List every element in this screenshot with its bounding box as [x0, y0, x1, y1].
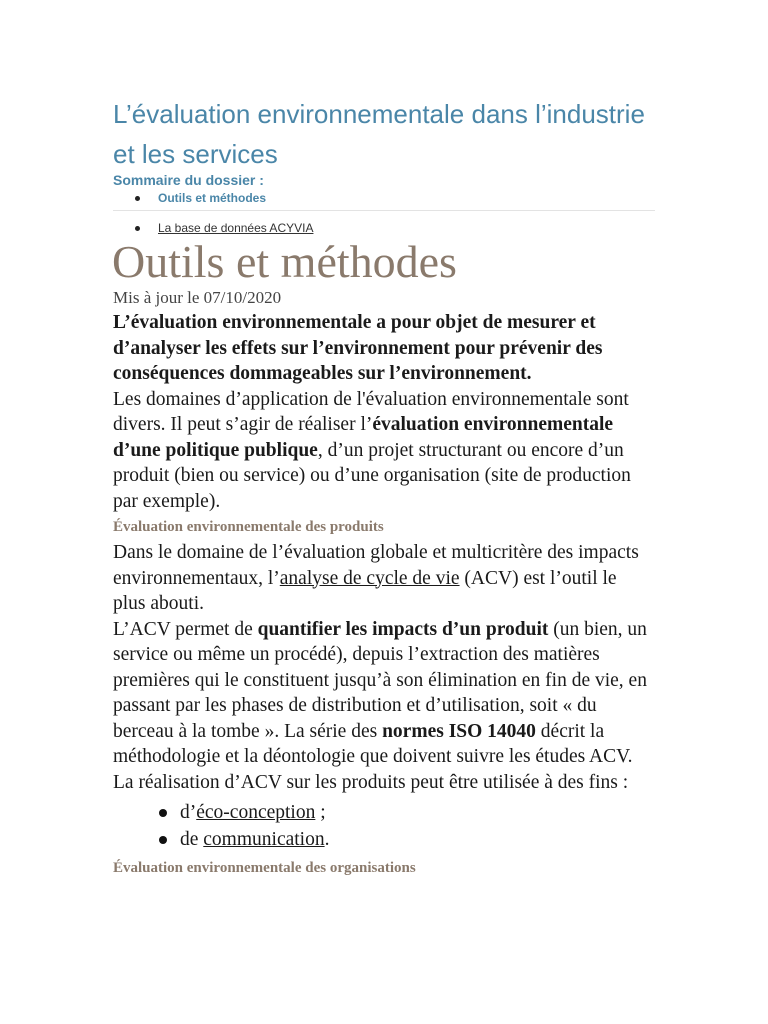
text-span: .: [324, 829, 330, 850]
section-title: Outils et méthodes: [112, 236, 457, 287]
summary-item-label[interactable]: La base de données ACYVIA: [158, 221, 314, 235]
lead-paragraph: L’évaluation environnementale a pour objet de mesurer et d’analyser les effets sur l’environnement pour prévenir des conséquences dommageables sur l’environnement.: [113, 312, 603, 384]
list-item: [113, 799, 653, 826]
summary-list: [113, 190, 655, 236]
paragraph-acv-details: [113, 617, 653, 770]
paragraph-purposes: La réalisation d’ACV sur les produits peut être utilisée à des fins :: [113, 771, 629, 793]
text-span: , d’un projet structurant ou encore d’un produit (bien ou service) ou d’une organisation (site de production par exemple).: [113, 439, 631, 512]
subheading-organisations: Évaluation environnementale des organisations: [113, 860, 416, 876]
text-span: L’ACV permet de: [113, 618, 258, 640]
acv-link[interactable]: analyse de cycle de vie: [279, 567, 460, 589]
update-date: Mis à jour le 07/10/2020: [113, 288, 282, 307]
text-span: décrit la méthodologie et la déontologie que doivent suivre les études ACV.: [113, 720, 633, 767]
purposes-list: [113, 795, 653, 853]
bold-text: normes ISO 14040: [382, 720, 536, 742]
page-title: L’évaluation environnementale dans l’industrie et les services: [113, 99, 645, 169]
text-span: de: [180, 829, 204, 850]
article-body: [113, 310, 653, 881]
text-span: Dans le domaine de l’évaluation globale et multicritère des impacts environnementaux, l’: [113, 542, 639, 589]
text-span: Les domaines d’application de l'évaluation environnementale sont divers. Il peut s’agir de réaliser l’: [113, 388, 629, 435]
subheading-products: Évaluation environnementale des produits: [113, 519, 384, 535]
bold-text: quantifier les impacts d’un produit: [257, 618, 549, 640]
bold-text: évaluation environnementale d’une politique publique: [113, 414, 614, 461]
eco-conception-link[interactable]: éco-conception: [196, 802, 316, 823]
summary-item-outils[interactable]: [113, 190, 655, 210]
list-item: [113, 826, 653, 853]
paragraph-acv: [113, 540, 653, 617]
text-span: ;: [315, 802, 326, 823]
summary-title: Sommaire du dossier :: [113, 172, 264, 188]
communication-link[interactable]: communication: [203, 829, 325, 850]
summary-item-label[interactable]: Outils et méthodes: [158, 191, 267, 205]
text-span: (ACV) est l’outil le plus abouti.: [113, 567, 617, 614]
text-span: (un bien, un service ou même un procédé), depuis l’extraction des matières premières qui le constituent jusqu’à son élimination en fin de vie, en passant par les phases de distribution et d’utilisation, soit « du berceau à la tombe ». La série des: [113, 618, 647, 742]
paragraph-domains: [113, 387, 653, 515]
text-span: d’: [180, 802, 197, 823]
